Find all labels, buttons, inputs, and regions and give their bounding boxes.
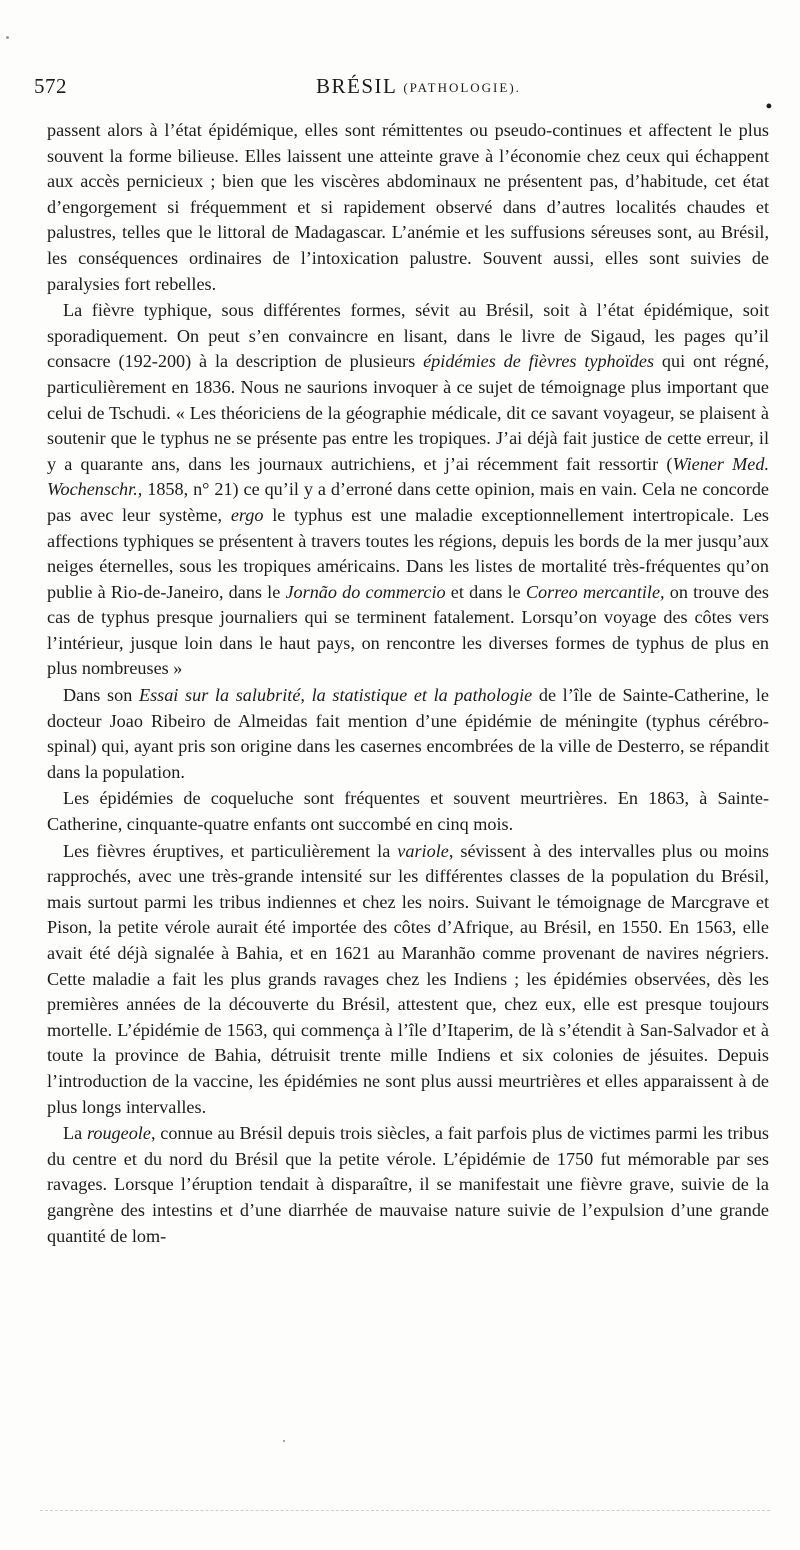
paragraph xyxy=(47,118,769,297)
page-footer-rule xyxy=(40,1510,770,1511)
italic-text-run: rougeole xyxy=(86,1123,151,1144)
running-title-sub: (PATHOLOGIE). xyxy=(403,80,521,95)
scan-speck xyxy=(6,36,9,39)
scan-speck xyxy=(283,1440,285,1442)
paragraph xyxy=(47,683,769,785)
text-run: on trouve des cas de typhus presque journaliers qui se terminent fatalement. Lorsqu’on voyage des côtes vers l’intérieur, jusque loin dans le haut pays, on rencontre les diverses formes de typhus de plus en plus nombreuses » xyxy=(47,581,769,679)
header-ink-mark: • xyxy=(765,96,772,116)
paragraph xyxy=(47,298,769,682)
body-text xyxy=(47,118,769,1249)
text-run: de l’île de Sainte-Catherine, le docteur Joao Ribeiro de Almeidas fait mention d’une épidémie de méningite (typhus cérébro-spinal) qui, ayant pris son origine dans les casernes encombrées de la ville de Desterro, se répandit dans la population. xyxy=(47,685,769,782)
text-run: passent alors à l’état épidémique, elles sont rémittentes ou pseudo-continues et affectent le plus souvent la forme bilieuse. Elles laissent une atteinte grave à l’économie chez ceux qui échappent aux accès pernicieux ; bien que les viscères abdominaux ne présentent pas, d’habitude, cet état d’engorgement si fréquemment et si rapidement observé dans d’autres localités chaudes et palustres, telles que le littoral de Madagascar. L’anémie et les suffusions séreuses sont, au Brésil, les conséquences ordinaires de l’intoxication palustre. Souvent aussi, elles sont suivies de paralysies fort rebelles. xyxy=(47,120,769,294)
page-header xyxy=(34,74,772,116)
italic-text-run: épidémies de fièvres typhoïdes xyxy=(423,351,655,372)
text-run: Les épidémies de coqueluche sont fréquentes et souvent meurtrières. En 1863, à Sainte-Catherine, cinquante-quatre enfants ont succombé en cinq mois. xyxy=(47,788,769,835)
paragraph xyxy=(47,786,769,837)
paragraph xyxy=(47,839,769,1121)
italic-text-run: Essai sur la salubrité, la statistique et la pathologie xyxy=(138,685,533,706)
running-title xyxy=(316,74,521,99)
text-run: , sévissent à des intervalles plus ou moins rapprochés, avec une très-grande intensité sur les différentes classes de la population du Brésil, mais surtout parmi les tribus indiennes et chez les noirs. Suivant le témoignage de Marcgrave et Pison, la petite vérole aurait été importée des côtes d’Afrique, au Brésil, en 1550. En 1563, elle avait été déjà signalée à Bahia, et en 1621 au Maranhão comme provenant de navires négriers. Cette maladie a fait les plus grands ravages chez les Indiens ; les épidémies observées, dès les premières années de la découverte du Brésil, attestent que, chez eux, elle est presque toujours mortelle. L’épidémie de 1563, qui commença à l’île d’Itaperim, de là s’étendit à San-Salvador et à toute la province de Bahia, détruisit trente mille Indiens et six colonies de jésuites. Depuis l’introduction de la vaccine, les épidémies ne sont plus aussi meurtrières et elles apparaissent à de plus longs intervalles. xyxy=(47,840,769,1117)
italic-text-run: ergo xyxy=(230,504,264,525)
text-run: Dans son xyxy=(63,685,139,706)
text-run: qui ont régné, particulièrement en 1836. Nous ne saurions invoquer à ce sujet de témoignage plus important que celui de Tschudi. « Les théoriciens de la géographie médicale, dit ce savant voyageur, se plaisent à soutenir que le typhus ne se présente pas entre les tropiques. J’ai déjà fait justice de cette erreur, il y a quarante ans, dans les journaux autrichiens, et j’ai récemment fait ressortir ( xyxy=(47,351,769,474)
paragraph xyxy=(47,1121,769,1249)
italic-text-run: Correo mercantile, xyxy=(525,581,665,602)
text-run: le typhus est une maladie exceptionnellement intertropicale. Les affections typhiques se présentent à travers toutes les régions, depuis les bords de la mer jusqu’aux neiges éternelles, sous les tropiques américains. Dans les listes de mortalité très-fréquentes qu’on publie à Rio-de-Janeiro, dans le xyxy=(47,504,769,602)
text-run: La xyxy=(63,1123,87,1144)
italic-text-run: Jornão do commercio xyxy=(285,581,446,602)
text-run: Les fièvres éruptives, et particulièrement la xyxy=(63,840,398,861)
text-run: , connue au Brésil depuis trois siècles, a fait parfois plus de victimes parmi les tribus du centre et du nord du Brésil que la petite vérole. L’épidémie de 1750 fut mémorable par ses ravages. Lorsque l’éruption tendait à disparaître, il se manifestait une fièvre grave, suivie de la gangrène des intestins et d’une diarrhée de mauvaise nature suivie de l’expulsion d’une grande quantité de lom- xyxy=(47,1123,769,1246)
italic-text-run: variole xyxy=(397,840,449,861)
text-run: La fièvre typhique, sous différentes formes, sévit au Brésil, soit à l’état épidémique, soit sporadiquement. On peut s’en convaincre en lisant, dans le livre de Sigaud, les pages qu’il consacre (192-200) à la description de plusieurs xyxy=(47,300,769,372)
running-title-main: BRÉSIL xyxy=(316,74,397,98)
italic-text-run: Wiener Med. Wochenschr. xyxy=(47,453,769,500)
text-run: , 1858, n° 21) ce qu’il y a d’erroné dans cette opinion, mais en vain. Cela ne concorde pas avec leur système, xyxy=(47,479,769,525)
page-number: 572 xyxy=(34,74,67,98)
text-run: et dans le xyxy=(445,581,526,602)
